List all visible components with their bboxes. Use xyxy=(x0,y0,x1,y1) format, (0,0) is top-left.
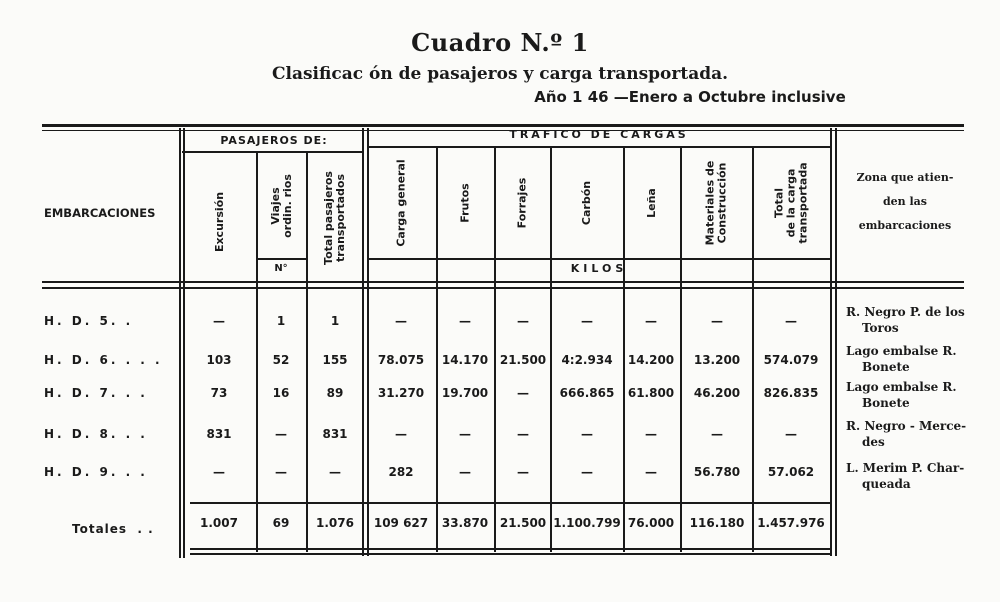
col-divider xyxy=(830,128,832,556)
zona-header: Zona que atien- den las embarcaciones xyxy=(856,171,954,232)
cell-carbon: — xyxy=(581,314,593,328)
zone-cell xyxy=(846,343,976,375)
frutos-header: Frutos xyxy=(458,183,472,223)
page-subtitle: Clasificac ón de pasajeros y carga transportada. xyxy=(271,64,729,84)
cell-frutos: — xyxy=(459,427,471,441)
cell-lena: — xyxy=(645,465,657,479)
cell-carga-general: 31.270 xyxy=(377,386,425,400)
period-label: Año 1 46 —Enero a Octubre inclusive xyxy=(534,88,846,106)
zone-line-2: des xyxy=(862,435,885,449)
cell-lena: 61.800 xyxy=(627,386,675,400)
cell-forrajes: — xyxy=(517,427,529,441)
col-divider xyxy=(835,128,837,556)
zone-line-1: L. Merim P. Char- xyxy=(846,461,965,475)
zone-cell xyxy=(846,304,976,336)
bottom-rule-2 xyxy=(190,553,830,555)
total-viajes: 69 xyxy=(272,516,290,530)
cell-total-pas: 831 xyxy=(322,427,348,441)
zone-line-1: R. Negro P. de los xyxy=(846,305,965,319)
total-total-carga: 1.457.976 xyxy=(757,516,825,530)
cell-materiales: — xyxy=(711,314,723,328)
embarcaciones-header: EMBARCACIONES xyxy=(44,206,156,220)
excursion-header: Excursión xyxy=(213,191,226,253)
pasajeros-group-rule xyxy=(182,151,362,153)
cell-carbon: — xyxy=(581,465,593,479)
cell-total-pas: — xyxy=(329,465,341,479)
cell-carga-general: 78.075 xyxy=(377,353,425,367)
zone-cell xyxy=(846,418,976,450)
cell-lena: — xyxy=(645,427,657,441)
row-label: H. D. 7. . . xyxy=(44,386,148,400)
zone-cell xyxy=(846,460,976,492)
zone-line-2: Toros xyxy=(862,321,899,335)
no-rule xyxy=(256,258,306,260)
cell-viajes: 16 xyxy=(272,386,290,400)
cell-forrajes: — xyxy=(517,465,529,479)
zone-line-1: R. Negro - Merce- xyxy=(846,419,967,433)
row-label: H. D. 8. . . xyxy=(44,427,148,441)
total-lena: 76.000 xyxy=(627,516,675,530)
cell-lena: 14.200 xyxy=(627,353,675,367)
cell-carbon: 4:2.934 xyxy=(561,353,613,367)
cell-total-carga: 826.835 xyxy=(763,386,819,400)
cell-total-pas: 89 xyxy=(326,386,344,400)
zone-line-1: Lago embalse R. xyxy=(846,380,957,394)
cell-excursion: 103 xyxy=(206,353,232,367)
cell-total-pas: 155 xyxy=(322,353,348,367)
cell-carga-general: — xyxy=(395,427,407,441)
cell-total-carga: — xyxy=(785,427,797,441)
cell-forrajes: 21.500 xyxy=(499,353,547,367)
totals-label: Totales . . xyxy=(72,522,154,536)
cell-total-carga: 574.079 xyxy=(763,353,819,367)
no-header: N° xyxy=(274,263,288,274)
top-rule xyxy=(42,124,964,127)
row-label: H. D. 9. . . xyxy=(44,465,148,479)
cell-carga-general: — xyxy=(395,314,407,328)
lena-header: Leña xyxy=(644,188,658,218)
total-excursion: 1.007 xyxy=(200,516,238,530)
row-label: H. D. 6. . . . xyxy=(44,353,163,367)
total-pasajeros-header: Total pasajeros transportados xyxy=(321,171,347,265)
cell-materiales: 56.780 xyxy=(693,465,741,479)
cell-forrajes: — xyxy=(517,314,529,328)
zone-line-2: Bonete xyxy=(862,360,910,374)
cell-viajes: — xyxy=(275,427,287,441)
cell-excursion: — xyxy=(213,465,225,479)
cell-materiales: 46.200 xyxy=(693,386,741,400)
cell-forrajes: — xyxy=(517,386,529,400)
cell-carga-general: 282 xyxy=(388,465,414,479)
forrajes-header: Forrajes xyxy=(515,177,529,229)
cell-excursion: — xyxy=(213,314,225,328)
cell-materiales: 13.200 xyxy=(693,353,741,367)
total-carga-general: 109 627 xyxy=(373,516,429,530)
cell-viajes: — xyxy=(275,465,287,479)
viajes-header: Viajes ordin. rios xyxy=(268,174,294,238)
cell-frutos: — xyxy=(459,314,471,328)
cell-viajes: 1 xyxy=(276,314,286,328)
cell-total-carga: 57.062 xyxy=(767,465,815,479)
cell-carbon: — xyxy=(581,427,593,441)
row-label: H. D. 5. . xyxy=(44,314,134,328)
total-forrajes: 21.500 xyxy=(499,516,547,530)
page-title: Cuadro N.º 1 xyxy=(411,28,589,57)
cell-frutos: — xyxy=(459,465,471,479)
total-frutos: 33.870 xyxy=(441,516,489,530)
cell-excursion: 73 xyxy=(210,386,228,400)
cell-carbon: 666.865 xyxy=(559,386,615,400)
zone-line-1: Lago embalse R. xyxy=(846,344,957,358)
carbon-header: Carbón xyxy=(580,180,593,226)
col-divider xyxy=(179,128,181,558)
bottom-rule xyxy=(190,548,830,550)
cell-viajes: 52 xyxy=(272,353,290,367)
cell-materiales: — xyxy=(711,427,723,441)
total-total-pas: 1.076 xyxy=(316,516,354,530)
zone-line-2: queada xyxy=(862,477,911,491)
total-carbon: 1.100.799 xyxy=(553,516,621,530)
zone-cell xyxy=(846,379,976,411)
cargas-group-header: TRAFICO DE CARGAS xyxy=(509,128,689,141)
zone-line-2: Bonete xyxy=(862,396,910,410)
cell-total-carga: — xyxy=(785,314,797,328)
cell-frutos: 19.700 xyxy=(441,386,489,400)
cell-total-pas: 1 xyxy=(330,314,340,328)
cell-frutos: 14.170 xyxy=(441,353,489,367)
cell-lena: — xyxy=(645,314,657,328)
kilos-header: KILOS xyxy=(570,262,628,275)
total-materiales: 116.180 xyxy=(689,516,745,530)
materiales-header: Materiales de Construcción xyxy=(703,160,729,246)
col-divider xyxy=(362,128,364,556)
totals-top-rule xyxy=(190,502,830,504)
pasajeros-group-header: PASAJEROS DE: xyxy=(220,134,328,147)
total-carga-header: Total de la carga transportada xyxy=(772,162,810,244)
cell-excursion: 831 xyxy=(206,427,232,441)
carga-general-header: Carga general xyxy=(395,159,409,247)
